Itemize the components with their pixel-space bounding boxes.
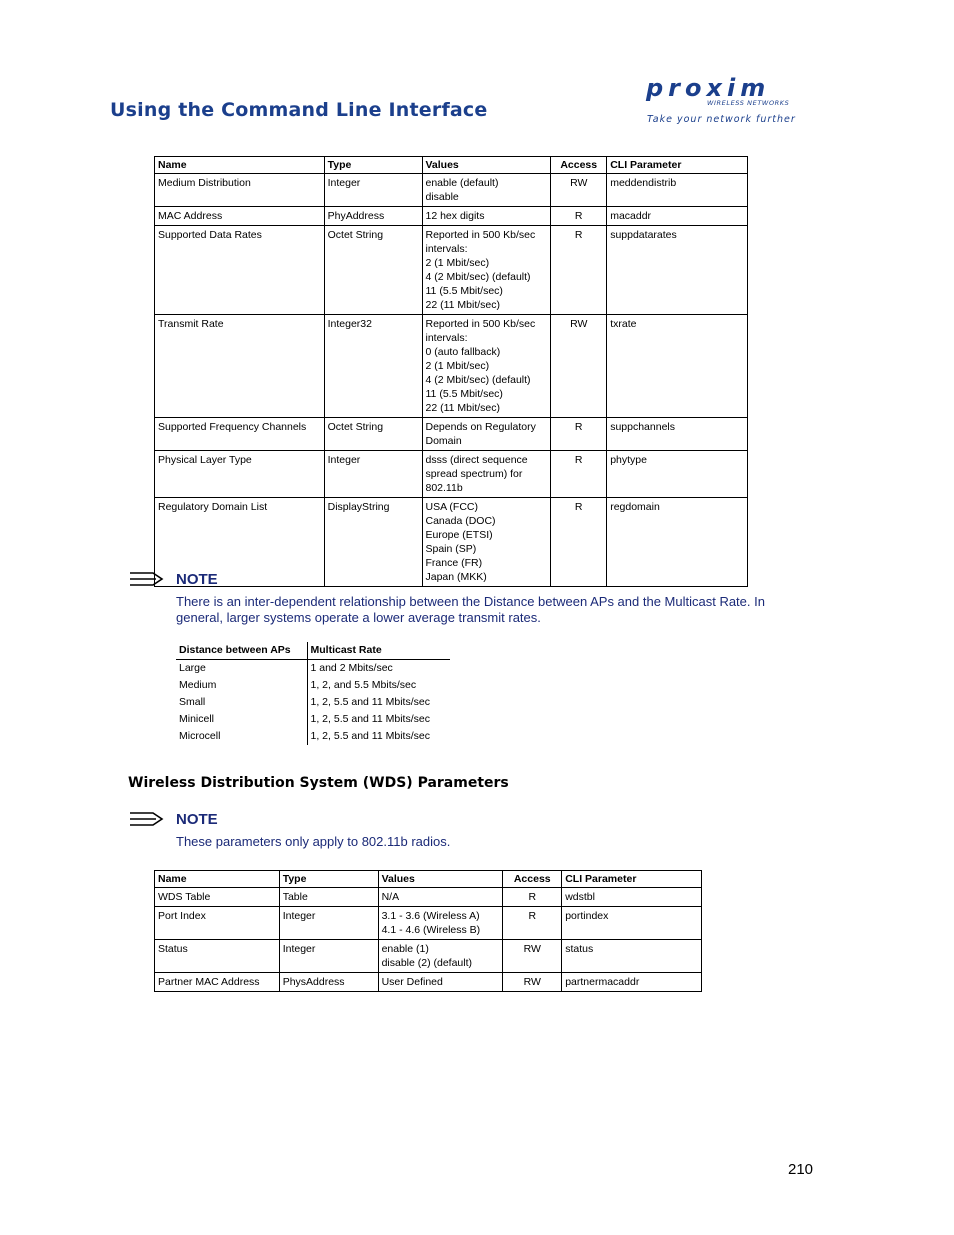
table-cell [155,207,325,226]
table-cell [378,888,503,907]
cell-line: Octet String [327,421,384,433]
table-cell: Medium [176,677,307,694]
cell-line: Canada (DOC) [425,515,496,527]
cell-line: dsss (direct sequence [425,454,528,466]
table-cell [324,226,422,315]
table-cell [562,973,702,992]
table-row [176,728,450,745]
table-row [155,451,748,498]
table-cell [378,907,503,940]
table-cell [155,940,280,973]
cell-line: Depends on Regulatory [425,421,536,433]
table-cell [422,498,551,587]
table-cell [607,174,748,207]
table-cell [422,174,551,207]
cell-line: N/A [381,891,400,903]
cell-line: Spain (SP) [425,543,477,555]
column-header: CLI Parameter [607,157,748,174]
table-cell [324,451,422,498]
column-header: Access [503,871,562,888]
cell-line: RW [523,976,541,988]
table-cell: Large [176,660,307,678]
cell-line: 4 (2 Mbit/sec) (default) [425,271,531,283]
cell-line: intervals: [425,243,468,255]
cell-line: DisplayString [327,501,390,513]
note-text-line: general, larger systems operate a lower average transmit rates. [176,610,541,625]
column-header: Name [155,157,325,174]
table-row [155,973,702,992]
table-cell [562,888,702,907]
cell-line: Regulatory Domain List [158,501,268,513]
cell-line: Port Index [158,910,206,922]
table-cell [324,418,422,451]
parameters-table [154,156,748,587]
column-header: Values [378,871,503,888]
table-cell: Minicell [176,711,307,728]
cell-line: PhyAddress [327,210,385,222]
table-cell [279,907,378,940]
table-cell [422,451,551,498]
cell-line: enable (default) [425,177,499,189]
table-cell [324,315,422,418]
cell-line: Physical Layer Type [158,454,252,466]
table-header-row [176,642,450,660]
note-text: These parameters only apply to 802.11b radios. [176,834,451,849]
table-cell [551,418,607,451]
table-header-row [155,871,702,888]
cell-line: 22 (11 Mbit/sec) [425,299,500,311]
cell-line: Integer [327,454,361,466]
cell-line: France (FR) [425,557,483,569]
table-row [176,677,450,694]
cell-line: portindex [565,910,609,922]
cell-line: Reported in 500 Kb/sec [425,229,536,241]
table-cell: 1 and 2 Mbits/sec [310,662,393,674]
cell-line: RW [523,943,541,955]
table-cell [279,888,378,907]
table-cell [155,418,325,451]
table-cell [607,498,748,587]
table-cell: 1, 2, 5.5 and 11 Mbits/sec [310,730,430,742]
table-cell [422,226,551,315]
table-cell [551,174,607,207]
table-cell [607,418,748,451]
cell-line: suppdatarates [610,229,677,241]
cell-line: txrate [610,318,637,330]
table-cell [551,226,607,315]
table-cell [155,315,325,418]
cell-line: PhysAddress [282,976,345,988]
column-header: CLI Parameter [562,871,702,888]
column-header: Type [279,871,378,888]
page-header-title: Using the Command Line Interface [110,99,488,121]
cell-line: wdstbl [565,891,595,903]
table-cell [378,940,503,973]
table-row [155,174,748,207]
cell-line: Octet String [327,229,384,241]
table-cell [551,498,607,587]
logo-tagline: Take your network further [647,114,796,125]
table-cell [279,973,378,992]
column-header: Values [422,157,551,174]
cell-line: 4 (2 Mbit/sec) (default) [425,374,531,386]
note-heading: NOTE [176,811,218,828]
cell-line: Reported in 500 Kb/sec [425,318,536,330]
note-text [176,594,816,626]
cell-line: macaddr [610,210,652,222]
column-header: Multicast Rate [307,642,450,660]
table-cell [155,226,325,315]
column-header: Type [324,157,422,174]
column-header: Distance between APs [176,642,307,660]
table-cell: Small [176,694,307,711]
cell-line: suppchannels [610,421,676,433]
cell-line: Domain [425,435,462,447]
cell-line: RW [570,177,588,189]
cell-line: spread spectrum) for [425,468,523,480]
table-cell [155,174,325,207]
table-row [176,660,450,678]
table-cell [155,973,280,992]
cell-line: 802.11b [425,482,463,494]
table-row [155,498,748,587]
table-row [155,315,748,418]
cell-line: R [574,229,583,241]
table-cell: 1, 2, 5.5 and 11 Mbits/sec [310,696,430,708]
table-row [155,207,748,226]
cell-line: Table [282,891,308,903]
table-cell [503,973,562,992]
cell-line: 11 (5.5 Mbit/sec) [425,285,503,297]
logo-subtitle: WIRELESS NETWORKS [707,99,790,107]
table-cell [551,451,607,498]
cell-line: Supported Frequency Channels [158,421,307,433]
cell-line: enable (1) [381,943,429,955]
table-cell [503,907,562,940]
cell-line: phytype [610,454,647,466]
cell-line: 2 (1 Mbit/sec) [425,360,490,372]
table-cell [155,451,325,498]
column-header: Name [155,871,280,888]
cell-line: R [574,454,583,466]
table-cell: Microcell [176,728,307,745]
table-cell [324,174,422,207]
cell-line: status [565,943,594,955]
cell-line: Europe (ETSI) [425,529,493,541]
table-cell [378,973,503,992]
cell-line: WDS Table [158,891,211,903]
table-cell: 1, 2, and 5.5 Mbits/sec [310,679,417,691]
table-row [155,907,702,940]
cell-line: 3.1 - 3.6 (Wireless A) [381,910,480,922]
cell-line: Medium Distribution [158,177,251,189]
table-cell [551,207,607,226]
note-pencil-icon [129,811,165,827]
table-cell [562,940,702,973]
cell-line: R [574,421,583,433]
note-pencil-icon [129,571,165,587]
cell-line: User Defined [381,976,443,988]
table-cell [562,907,702,940]
table-header-row [155,157,748,174]
table-cell [607,451,748,498]
note-text-line: There is an inter-dependent relationship between the Distance between APs and the Multicast Rate. In [176,594,765,609]
cell-line: Transmit Rate [158,318,224,330]
cell-line: Status [158,943,188,955]
cell-line: partnermacaddr [565,976,640,988]
cell-line: 2 (1 Mbit/sec) [425,257,490,269]
cell-line: Integer [282,910,316,922]
table-cell [279,940,378,973]
table-row [155,418,748,451]
table-cell [607,315,748,418]
cell-line: Integer32 [327,318,372,330]
table-row [176,694,450,711]
table-cell [324,207,422,226]
table-cell [607,207,748,226]
table-row [155,888,702,907]
cell-line: regdomain [610,501,660,513]
cell-line: meddendistrib [610,177,677,189]
table-cell [422,418,551,451]
note-heading: NOTE [176,571,218,588]
cell-line: Integer [282,943,316,955]
cell-line: R [528,910,537,922]
table-row [155,226,748,315]
cell-line: Japan (MKK) [425,571,487,583]
cell-line: intervals: [425,332,468,344]
page-number: 210 [788,1161,814,1178]
cell-line: R [528,891,537,903]
table-row [176,711,450,728]
cell-line: 0 (auto fallback) [425,346,501,358]
table-cell [503,940,562,973]
table-cell [155,888,280,907]
cell-line: Supported Data Rates [158,229,262,241]
cell-line: disable [425,191,459,203]
table-cell [422,207,551,226]
cell-line: 11 (5.5 Mbit/sec) [425,388,503,400]
cell-line: USA (FCC) [425,501,478,513]
cell-line: R [574,501,583,513]
table-cell [503,888,562,907]
table-cell [551,315,607,418]
cell-line: 4.1 - 4.6 (Wireless B) [381,924,481,936]
cell-line: MAC Address [158,210,223,222]
section-heading: Wireless Distribution System (WDS) Parameters [128,775,509,791]
table-cell [607,226,748,315]
logo-wordmark: proxim [646,74,771,102]
table-cell [324,498,422,587]
table-cell [155,907,280,940]
table-cell: 1, 2, 5.5 and 11 Mbits/sec [310,713,430,725]
multicast-rate-table [176,642,450,745]
cell-line: 12 hex digits [425,210,485,222]
cell-line: R [574,210,583,222]
table-cell [422,315,551,418]
cell-line: 22 (11 Mbit/sec) [425,402,500,414]
column-header: Access [551,157,607,174]
wds-parameters-table [154,870,702,992]
cell-line: Partner MAC Address [158,976,260,988]
cell-line: Integer [327,177,361,189]
cell-line: disable (2) (default) [381,957,473,969]
proxim-logo [640,68,818,130]
table-row [155,940,702,973]
cell-line: RW [570,318,588,330]
